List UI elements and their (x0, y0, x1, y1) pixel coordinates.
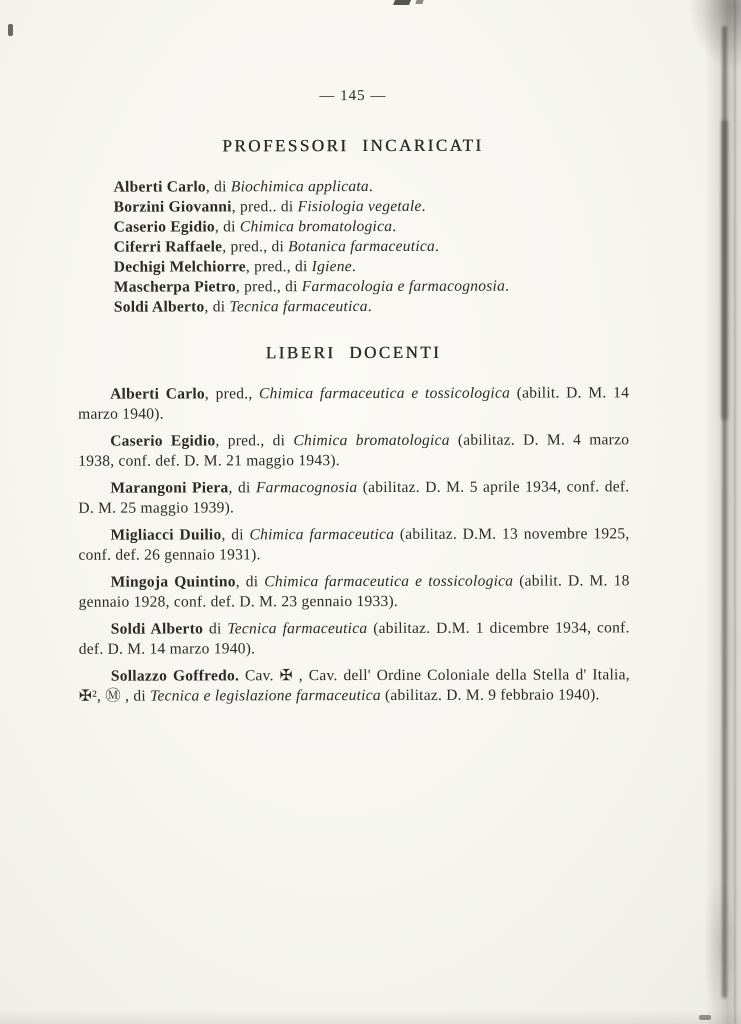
entry-name: Marangoni Piera (110, 479, 229, 497)
entry-text: . (435, 237, 440, 255)
entry-text: (abilitaz. D. M. 5 aprile 1934, conf. def. D. M. 25 maggio 1939). (78, 478, 630, 517)
entry-text: di (203, 620, 228, 638)
entry-text: . (505, 277, 510, 295)
entry-text: , pred., di (222, 238, 289, 256)
section-title-professori-incaricati: PROFESSORI INCARICATI (222, 135, 484, 156)
entry (78, 236, 629, 257)
section-title-liberi-docenti: LIBERI DOCENTI (265, 342, 442, 363)
entry-subject: Tecnica farmaceutica (227, 620, 368, 638)
entry-subject: Igiene (311, 258, 352, 276)
entry-name: Soldi Alberto (110, 620, 204, 638)
entry (78, 176, 629, 197)
entry-subject: Chimica bromatologica (239, 217, 393, 236)
entry-name: Mascherpa Pietro (113, 278, 236, 296)
scan-shadow-bottom-edge (0, 1010, 741, 1024)
entry (78, 256, 629, 277)
entry (78, 216, 629, 237)
entry-subject: Tecnica farmaceutica (229, 298, 368, 316)
entry-subject: Farmacologia e farmacognosia (301, 277, 506, 296)
entry-text: (abilitaz. D.M. 13 novembre 1925, conf. def. 26 gennaio 1931). (78, 525, 630, 564)
entry (78, 383, 629, 424)
entry-subject: Chimica farmaceutica (249, 525, 395, 544)
entry-text: Cav. ✠ , Cav. dell' Ordine Coloniale della Stella d' Italia, ✠², Ⓜ , di (78, 666, 630, 705)
entry-subject: Chimica farmaceutica e tossicologica (264, 572, 514, 591)
entry (78, 524, 629, 565)
entry-name: Sollazzo Goffredo. (110, 667, 240, 685)
entry (78, 430, 629, 471)
entry (78, 196, 629, 217)
entry (78, 477, 629, 518)
entry-text: , di (221, 526, 250, 544)
entry-text: , di (228, 479, 256, 497)
entry-subject: Chimica farmaceutica e tossicologica (259, 384, 511, 403)
entry-name: Dechigi Melchiorre (113, 258, 246, 276)
entry-text: . (392, 217, 397, 235)
entry-name: Borzini Giovanni (113, 198, 232, 216)
entry-subject: Fisiologia vegetale (297, 197, 422, 216)
entry-text: , pred., di (235, 278, 302, 296)
entry-text: , pred., di (215, 432, 294, 450)
entry-text: , di (205, 178, 231, 196)
entry-text: . (368, 177, 374, 196)
entry-text: (abilitaz. D.M. 1 dicembre 1934, conf. def. D. M. 14 marzo 1940). (78, 619, 630, 658)
entry-text: , pred., (204, 385, 260, 403)
page-number: — 145 — (319, 87, 387, 105)
entry-name: Ciferri Raffaele (113, 238, 223, 256)
entry-text: . (367, 297, 372, 316)
entry-name: Caserio Egidio (113, 218, 215, 236)
entry (79, 665, 630, 706)
entry-text: , pred.. di (231, 198, 298, 216)
scan-smudge-bottom-right (703, 876, 737, 1016)
entry-text: . (351, 258, 357, 276)
professori-incaricati-list (78, 176, 629, 317)
entry (79, 571, 630, 612)
entry-subject: Chimica bromatologica (293, 431, 450, 450)
entry-text: (abilit. D. M. 14 marzo 1940). (78, 384, 630, 423)
entry-name: Migliacci Duilio (110, 526, 222, 544)
entry-subject: Botanica farmaceutica (288, 237, 436, 256)
entry (78, 276, 629, 297)
entry-text: (abilit. D. M. 18 gennaio 1928, conf. def. D. M. 23 gennaio 1933). (78, 572, 630, 611)
entry-name: Mingoja Quintino (110, 573, 236, 591)
liberi-docenti-list (78, 383, 630, 706)
entry-name: Alberti Carlo (110, 385, 205, 403)
entry (79, 618, 630, 659)
entry-text: , pred., di (245, 258, 312, 276)
entry-text: , di (235, 573, 265, 591)
entry-name: Caserio Egidio (110, 432, 216, 450)
entry-text: , di (214, 218, 240, 236)
entry-text: . (421, 197, 426, 215)
entry-text: (abilitaz. D. M. 4 marzo 1938, conf. def. D. M. 21 maggio 1943). (78, 431, 630, 470)
entry-subject: Farmacognosia (255, 479, 358, 497)
entry-name: Alberti Carlo (113, 178, 206, 196)
entry-subject: Biochimica applicata (230, 178, 369, 196)
entry-text: , di (204, 298, 230, 316)
entry (78, 296, 629, 317)
entry-text: (abilitaz. D. M. 9 febbraio 1940). (380, 686, 600, 704)
entry-name: Soldi Alberto (113, 298, 205, 316)
entry-subject: Tecnica e legislazione farmaceutica (150, 686, 381, 705)
